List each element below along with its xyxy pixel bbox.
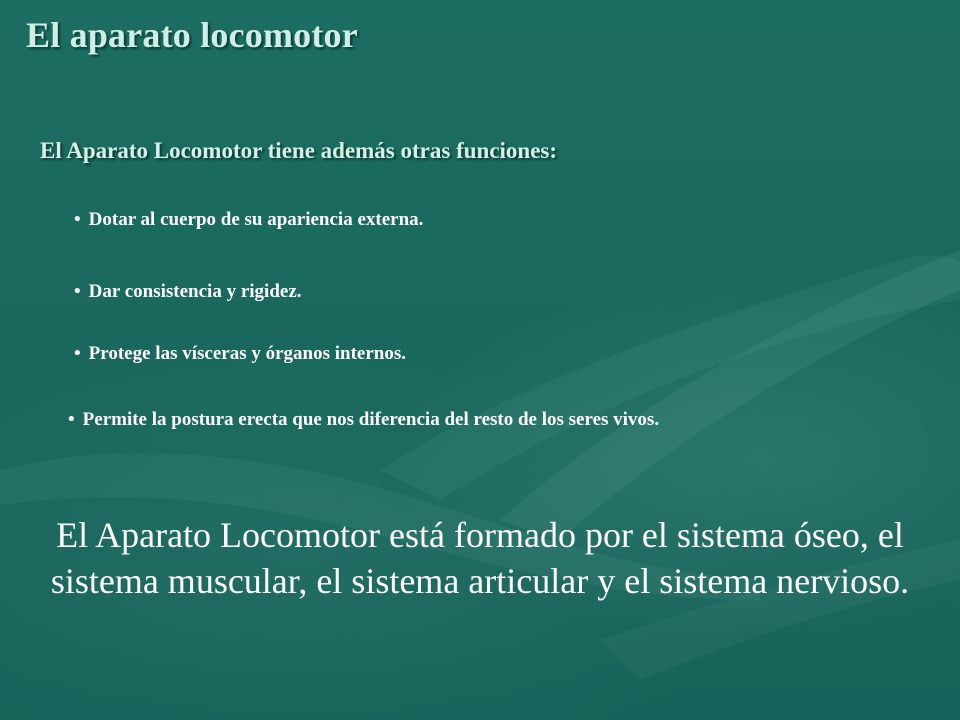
slide-title: El aparato locomotor [26,15,358,55]
list-item [68,409,659,431]
list-item-text: Permite la postura erecta que nos diferencia del resto de los seres vivos. [82,409,660,430]
list-item-text: Protege las vísceras y órganos internos. [88,343,406,364]
bullet-icon: • [74,281,81,302]
summary-paragraph: El Aparato Locomotor está formado por el sistema óseo, el sistema muscular, el sistema articular y el sistema nervioso. [50,515,910,601]
list-item-text: Dotar al cuerpo de su apariencia externa. [88,209,424,230]
list-item [74,343,406,365]
bullet-icon: • [68,409,75,430]
list-item [74,209,423,231]
list-item [74,281,302,303]
bullet-icon: • [74,343,81,364]
bullet-icon: • [74,209,81,230]
list-item-text: Dar consistencia y rigidez. [88,281,302,302]
slide-subtitle: El Aparato Locomotor tiene además otras funciones: [40,138,558,163]
